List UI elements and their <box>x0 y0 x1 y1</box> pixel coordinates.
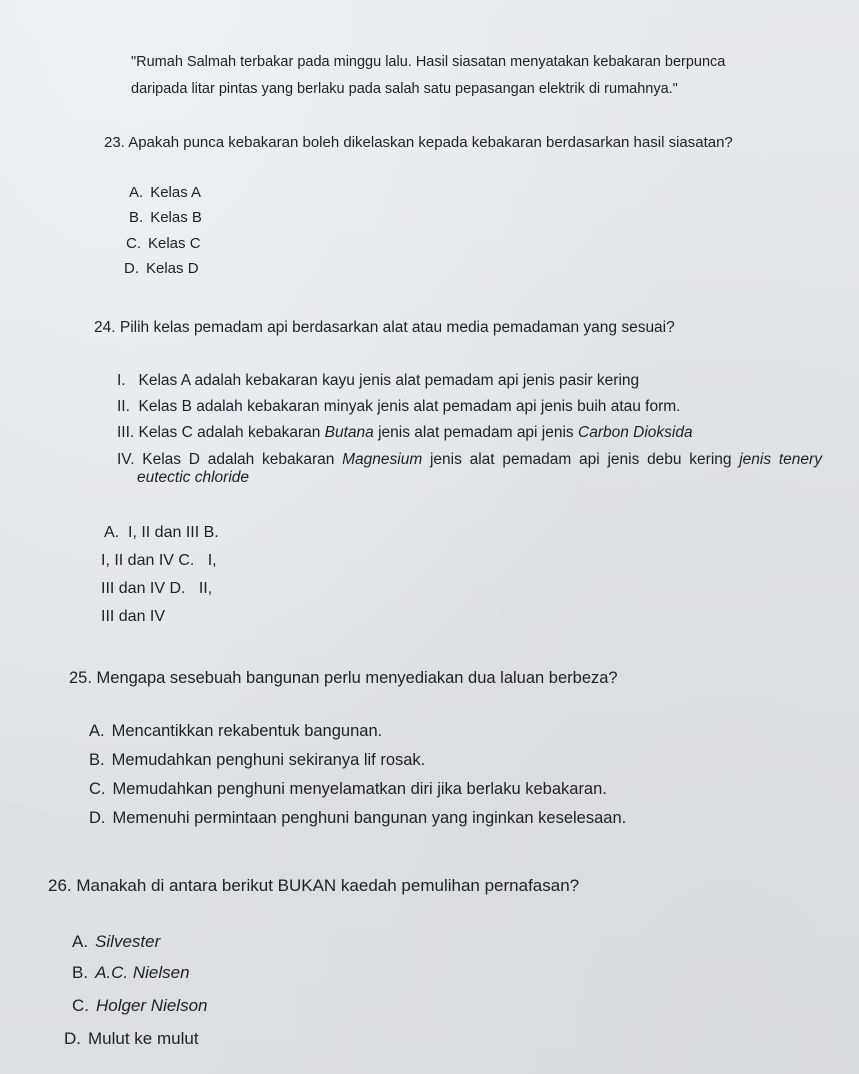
option-label: A. <box>72 932 89 951</box>
option-text: Mulut ke mulut <box>88 1029 199 1048</box>
option-label: C. <box>126 235 141 252</box>
q23-option-a <box>129 184 201 201</box>
option-label: B. <box>89 751 105 769</box>
option-text: Kelas D <box>146 260 199 277</box>
q24-option-line-1: A. I, II dan III B. <box>104 524 219 541</box>
option-text: Memudahkan penghuni sekiranya lif rosak. <box>111 751 426 769</box>
q25-option-d <box>89 809 626 828</box>
q26-option-c <box>72 996 208 1016</box>
q23-option-b <box>129 209 202 226</box>
q25-option-c <box>89 780 607 799</box>
q25-option-b <box>89 751 425 770</box>
option-text: Memenuhi permintaan penghuni bangunan yang inginkan keselesaan. <box>112 809 627 827</box>
option-text: Kelas A <box>150 184 202 201</box>
statement-word: pemadam <box>502 451 572 468</box>
scenario-line-2: daripada litar pintas yang berlaku pada salah satu pepasangan elektrik di rumahnya." <box>131 81 678 97</box>
question-23: 23. Apakah punca kebakaran boleh dikelaskan kepada kebakaran berdasarkan hasil siasatan? <box>104 134 733 151</box>
option-label: C. <box>72 996 89 1015</box>
statement-word: IV. <box>117 451 135 468</box>
question-24: 24. Pilih kelas pemadam api berdasarkan alat atau media pemadaman yang sesuai? <box>94 319 675 336</box>
option-text: Memudahkan penghuni menyelamatkan diri jika berlaku kebakaran. <box>112 780 607 798</box>
statement-word: alat <box>469 451 495 468</box>
option-label: B. <box>129 209 144 226</box>
option-text: Silvester <box>95 932 161 951</box>
option-text: Mencantikkan rekabentuk bangunan. <box>111 722 383 740</box>
q24-option-line-2: I, II dan IV C. I, <box>101 552 217 569</box>
question-25: 25. Mengapa sesebuah bangunan perlu menyediakan dua laluan berbeza? <box>69 669 618 687</box>
q23-option-d <box>124 260 199 277</box>
option-label: A. <box>129 184 144 201</box>
q26-option-b <box>72 963 190 983</box>
q25-option-a <box>89 722 382 741</box>
statement-word: Kelas <box>142 451 182 468</box>
q23-option-c <box>126 235 201 252</box>
option-label: C. <box>89 780 106 798</box>
q24-statement-1: I. Kelas A adalah kebakaran kayu jenis alat pemadam api jenis pasir kering <box>117 372 640 389</box>
statement-word: adalah <box>207 451 255 468</box>
statement-italic-term: Butana <box>324 424 374 441</box>
scenario-line-1: "Rumah Salmah terbakar pada minggu lalu. Hasil siasatan menyatakan kebakaran berpunca <box>131 54 726 70</box>
option-label: D. <box>89 809 106 827</box>
option-text: Kelas C <box>148 235 201 252</box>
statement-italic-term: Magnesium <box>342 451 423 468</box>
statement-word: debu <box>647 451 682 468</box>
q24-statement-2: II. Kelas B adalah kebakaran minyak jenis alat pemadam api jenis buih atau form. <box>117 398 681 415</box>
statement-word: D <box>188 451 200 468</box>
option-label: D. <box>124 260 139 277</box>
statement-word: api <box>579 451 600 468</box>
option-text: Holger Nielson <box>96 996 208 1015</box>
option-label: A. <box>89 722 105 740</box>
statement-word: kering <box>689 451 732 468</box>
question-26: 26. Manakah di antara berikut BUKAN kaedah pemulihan pernafasan? <box>48 876 580 895</box>
option-text: A.C. Nielsen <box>95 963 190 982</box>
statement-italic-term: tenery <box>778 451 822 468</box>
q24-statement-4 <box>117 451 822 469</box>
q24-statement-3 <box>117 424 693 442</box>
option-label: D. <box>64 1029 81 1048</box>
statement-word: kebakaran <box>262 451 335 468</box>
q24-option-line-4: III dan IV <box>101 608 166 625</box>
q26-option-d <box>64 1029 199 1049</box>
statement-text: III. Kelas C adalah kebakaran <box>117 424 325 441</box>
statement-word: jenis <box>429 451 462 468</box>
option-label: B. <box>72 963 89 982</box>
q24-statement-4-continued: eutectic chloride <box>137 469 250 486</box>
q24-option-line-3: III dan IV D. II, <box>101 580 213 597</box>
option-text: Kelas B <box>150 209 202 226</box>
statement-word: jenis <box>607 451 640 468</box>
statement-text: jenis alat pemadam api jenis <box>373 424 578 441</box>
statement-italic-term: jenis <box>739 451 772 468</box>
q26-option-a <box>72 932 160 952</box>
statement-italic-term: Carbon Dioksida <box>578 424 693 441</box>
